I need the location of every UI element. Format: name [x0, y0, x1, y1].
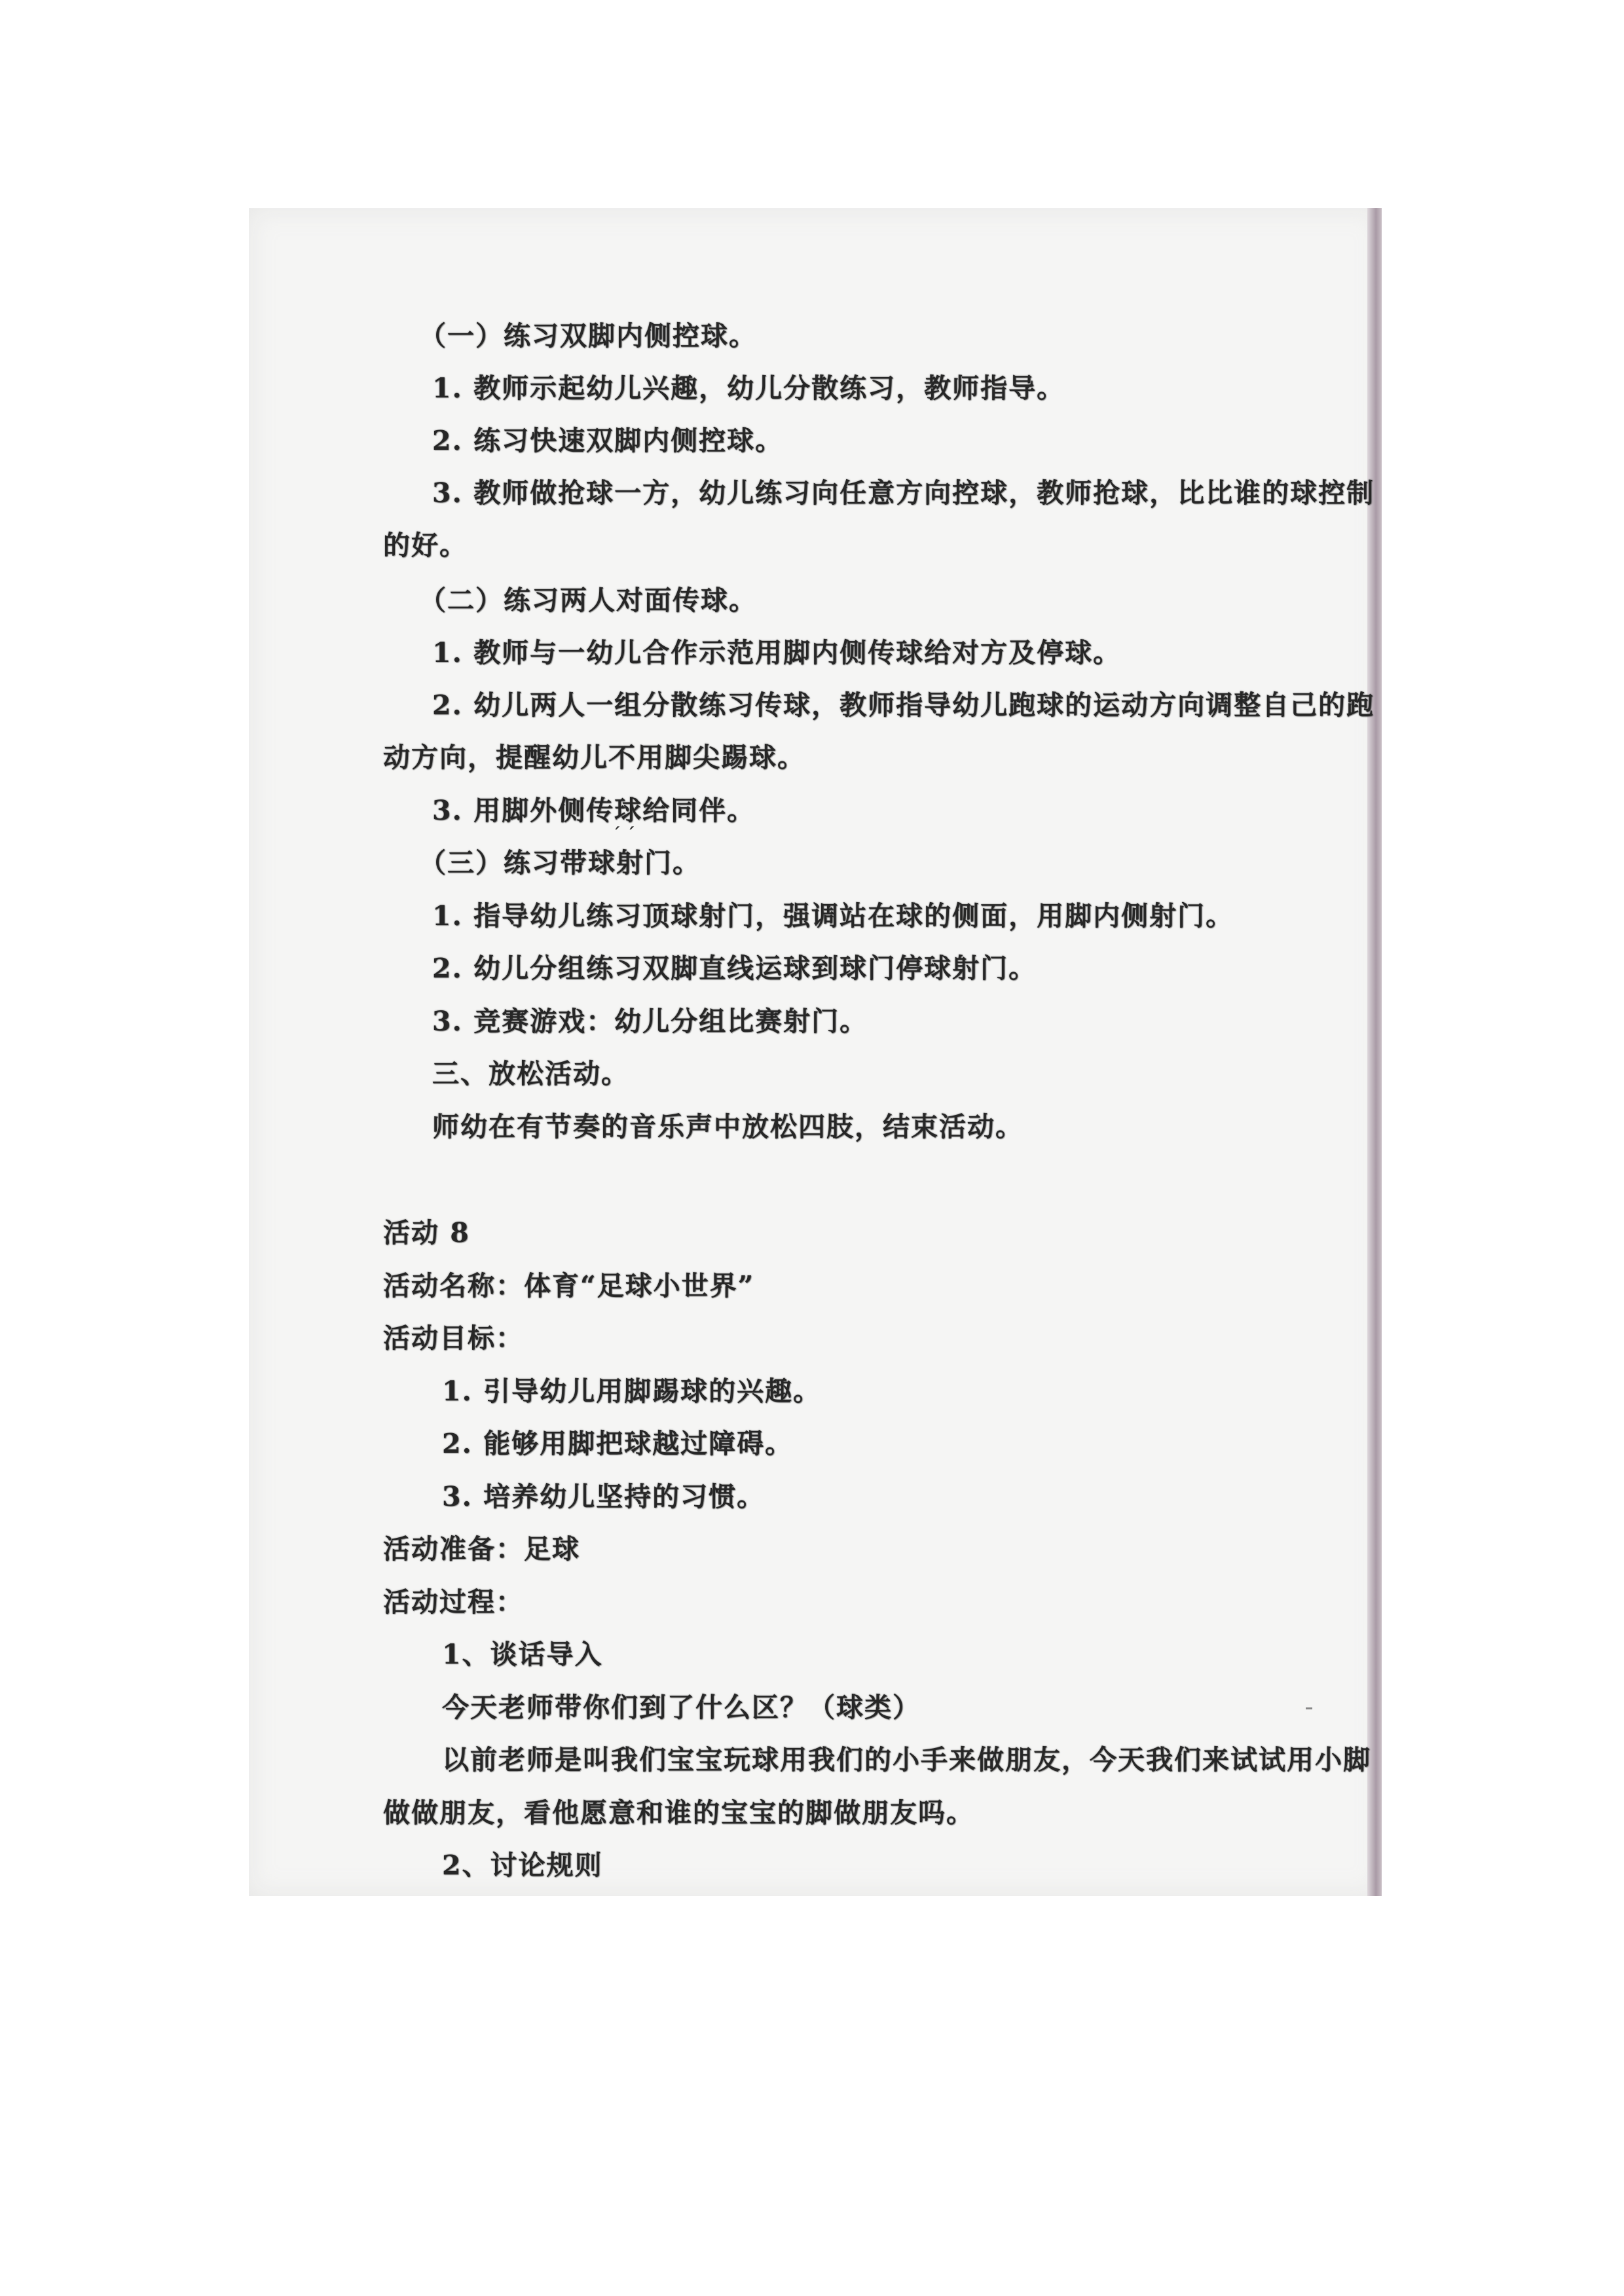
speck-mark [1306, 1707, 1312, 1709]
text-line: 2. 练习快速双脚内侧控球。 [432, 425, 784, 456]
activity-goals-label: 活动目标： [383, 1322, 524, 1354]
goal-item: 1. 引导幼儿用脚踢球的兴趣。 [442, 1376, 822, 1407]
text-line: 1. 教师与一幼儿合作示范用脚内侧传球给对方及停球。 [432, 637, 1122, 668]
goal-item: 3. 培养幼儿坚持的习惯。 [442, 1481, 766, 1512]
process-step: 2、讨论规则 [442, 1850, 603, 1881]
text-line: 1. 教师示起幼儿兴趣，幼儿分散练习，教师指导。 [432, 373, 1065, 404]
goal-item: 2. 能够用脚把球越过障碍。 [442, 1428, 794, 1459]
text-line: 2. 幼儿分组练习双脚直线运球到球门停球射门。 [432, 953, 1037, 984]
activity-title: 活动 8 [383, 1217, 470, 1248]
text-line: 3. 用脚外侧传球给同伴。 [432, 795, 756, 826]
text-line: 1. 指导幼儿练习顶球射门，强调站在球的侧面，用脚内侧射门。 [432, 900, 1234, 932]
text-line: 动方向，提醒幼儿不用脚尖踢球。 [383, 742, 805, 773]
text-line: 3. 教师做抢球一方，幼儿练习向任意方向控球，教师抢球，比比谁的球控制 [432, 477, 1375, 509]
section-heading-3: （三）练习带球射门。 [419, 847, 701, 879]
text-line: 今天老师带你们到了什么区？（球类） [442, 1692, 921, 1723]
text-line: 的好。 [383, 530, 468, 561]
text-line: 做做朋友，看他愿意和谁的宝宝的脚做朋友吗。 [383, 1797, 974, 1829]
text-line: 师幼在有节奏的音乐声中放松四肢，结束活动。 [432, 1111, 1024, 1142]
activity-process-label: 活动过程： [383, 1586, 524, 1618]
process-step: 1、谈话导入 [442, 1639, 603, 1670]
page-edge-shadow [1367, 208, 1382, 1896]
handwritten-mark: ˊ ˊ [612, 825, 636, 845]
text-line: 2. 幼儿两人一组分散练习传球，教师指导幼儿跑球的运动方向调整自己的跑 [432, 689, 1375, 721]
section-heading-1: （一）练习双脚内侧控球。 [419, 320, 757, 352]
section-heading-2: （二）练习两人对面传球。 [419, 585, 757, 616]
text-line: 3. 竞赛游戏：幼儿分组比赛射门。 [432, 1006, 868, 1037]
section-heading-relax: 三、放松活动。 [432, 1058, 629, 1089]
activity-prep: 活动准备：足球 [383, 1533, 580, 1565]
text-line: 以前老师是叫我们宝宝玩球用我们的小手来做朋友，今天我们来试试用小脚 [442, 1744, 1371, 1776]
scanned-page [249, 208, 1382, 1896]
activity-name: 活动名称：体育“足球小世界” [383, 1270, 755, 1302]
